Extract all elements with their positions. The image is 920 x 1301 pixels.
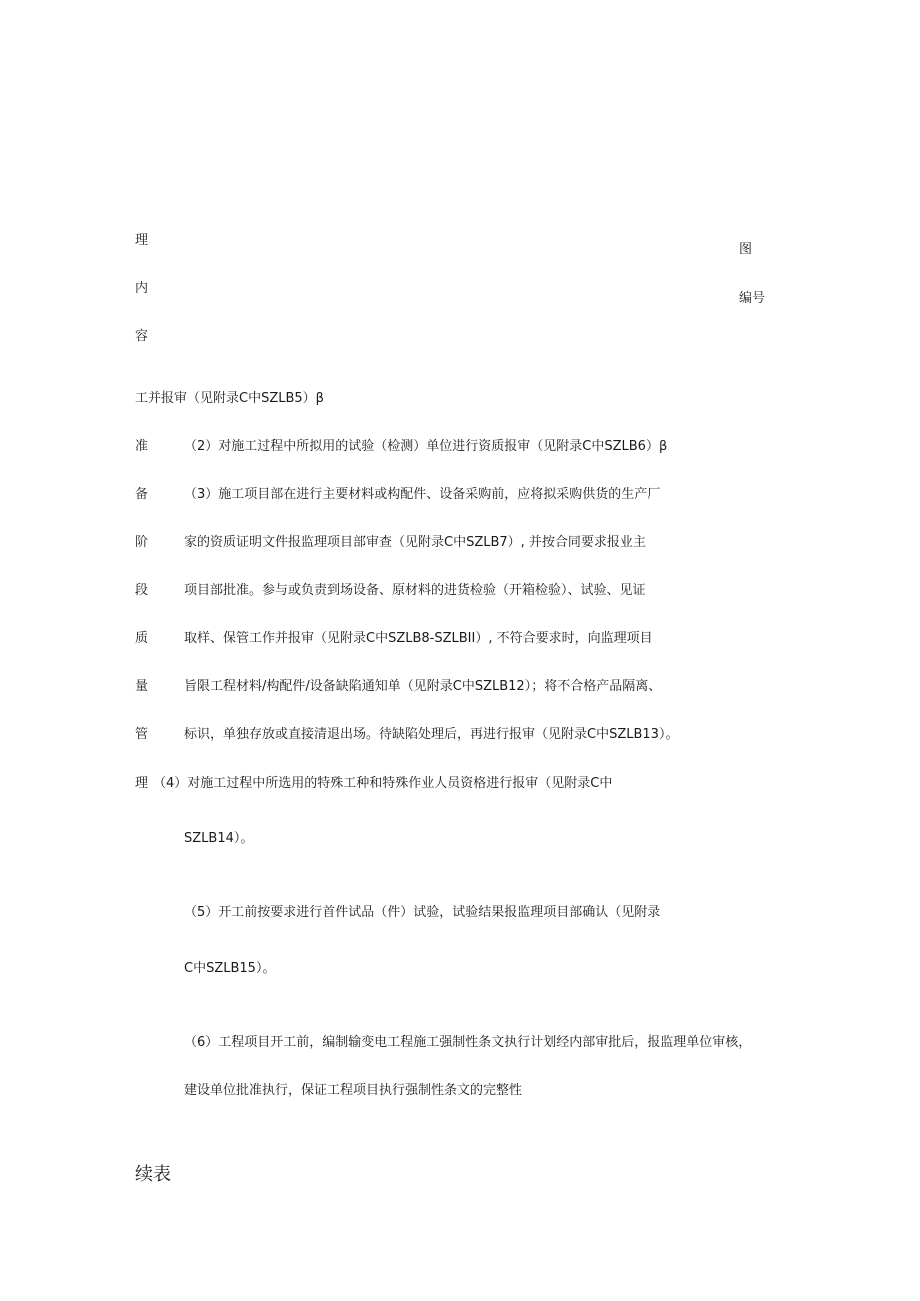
body-line: 建设单位批准执行，保证工程项目执行强制性条文的完整性 xyxy=(184,1083,523,1098)
left-column-char: 备 xyxy=(135,487,149,502)
body-line: C中SZLB15）。 xyxy=(184,961,276,976)
body-line: 取样、保管工作并报审（见附录C中SZLB8-SZLBII）, 不符合要求时，向监理项目 xyxy=(184,631,653,646)
body-line: 项目部批准。参与或负责到场设备、原材料的进货检验（开箱检验）、试验、见证 xyxy=(184,583,646,598)
body-line: 标识，单独存放或直接清退出场。待缺陷处理后，再进行报审（见附录C中SZLB13）。 xyxy=(184,727,679,742)
body-line: （6）工程项目开工前，编制输变电工程施工强制性条文执行计划经内部审批后，报监理单位审核， xyxy=(184,1035,752,1050)
left-column-char: 内 xyxy=(135,281,149,296)
left-column-char: 阶 xyxy=(135,535,149,550)
left-column-char: 管 xyxy=(135,727,149,742)
left-column-char: 质 xyxy=(135,631,149,646)
left-column-char: 理 xyxy=(135,233,149,248)
body-line: （4）对施工过程中所选用的特殊工种和特殊作业人员资格进行报审（见附录C中 xyxy=(153,776,613,791)
left-column-char: 理 xyxy=(135,776,149,791)
right-header-figure: 图 xyxy=(739,242,753,257)
body-line: 旨限工程材料/构配件/设备缺陷通知单（见附录C中SZLB12）；将不合格产品隔离、 xyxy=(184,679,662,694)
body-line: （3）施工项目部在进行主要材料或构配件、设备采购前，应将拟采购供货的生产厂 xyxy=(184,487,661,502)
body-line: （5）开工前按要求进行首件试品（件）试验，试验结果报监理项目部确认（见附录 xyxy=(184,905,661,920)
body-line: 工并报审（见附录C中SZLB5）β xyxy=(135,391,324,406)
left-column-char: 量 xyxy=(135,679,149,694)
left-column-char: 容 xyxy=(135,329,149,344)
right-header-number: 编号 xyxy=(739,291,766,306)
continued-table-heading: 续表 xyxy=(135,1164,171,1185)
body-line: （2）对施工过程中所拟用的试验（检测）单位进行资质报审（见附录C中SZLB6）β xyxy=(184,439,668,454)
left-column-char: 段 xyxy=(135,583,149,598)
body-line: SZLB14）。 xyxy=(184,831,254,846)
left-column-char: 准 xyxy=(135,439,149,454)
body-line: 家的资质证明文件报监理项目部审查（见附录C中SZLB7）, 并按合同要求报业主 xyxy=(184,535,646,550)
